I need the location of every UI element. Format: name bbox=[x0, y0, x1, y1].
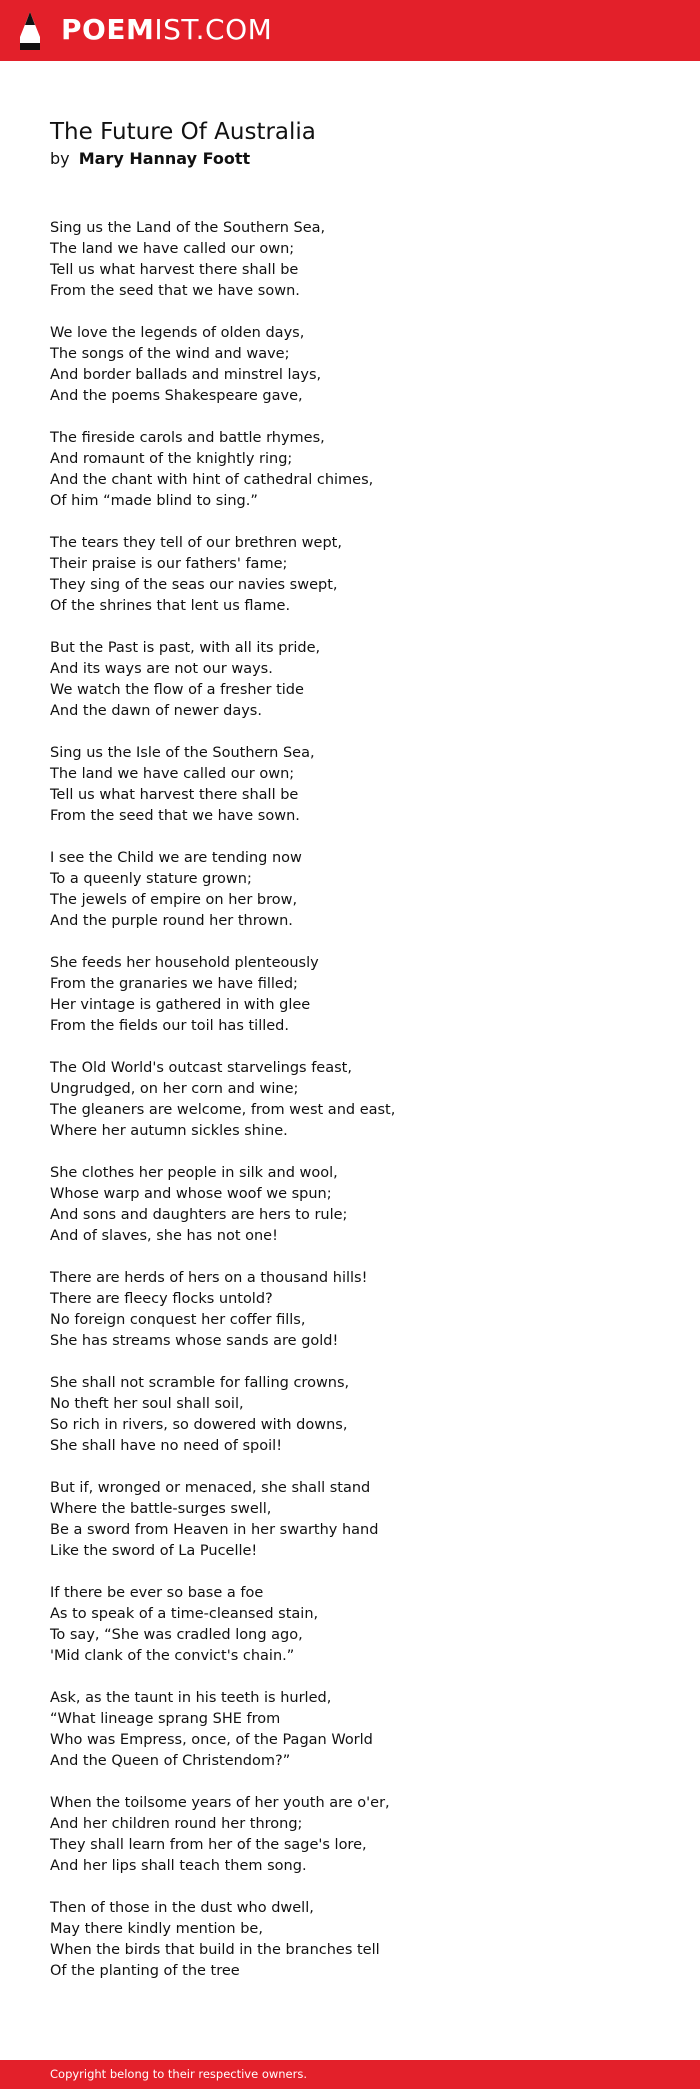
poem-line: The land we have called our own; bbox=[50, 241, 295, 257]
poem-stanza bbox=[50, 638, 610, 722]
poem-line: The fireside carols and battle rhymes, bbox=[50, 430, 325, 446]
poem-line: And her children round her throng; bbox=[50, 1816, 303, 1832]
poem-line: And the Queen of Christendom?” bbox=[50, 1753, 291, 1769]
poem-line: We watch the flow of a fresher tide bbox=[50, 682, 304, 698]
poem-body bbox=[50, 218, 610, 2003]
pen-nib-icon[interactable] bbox=[17, 11, 43, 51]
poem-line: 'Mid clank of the convict's chain.” bbox=[50, 1648, 295, 1664]
poem-line: They shall learn from her of the sage's lore, bbox=[50, 1837, 367, 1853]
poem-line: If there be ever so base a foe bbox=[50, 1585, 264, 1601]
poem-line: They sing of the seas our navies swept, bbox=[50, 577, 338, 593]
poem-line: Of him “made blind to sing.” bbox=[50, 493, 258, 509]
poem-line: Their praise is our fathers' fame; bbox=[50, 556, 288, 572]
poem-line: From the seed that we have sown. bbox=[50, 808, 300, 824]
poem-line: Sing us the Isle of the Southern Sea, bbox=[50, 745, 315, 761]
poem-line: Then of those in the dust who dwell, bbox=[50, 1900, 314, 1916]
poem-line: No theft her soul shall soil, bbox=[50, 1396, 244, 1412]
poem-line: Of the planting of the tree bbox=[50, 1963, 240, 1979]
poem-line: Like the sword of La Pucelle! bbox=[50, 1543, 258, 1559]
poem-line: She clothes her people in silk and wool, bbox=[50, 1165, 338, 1181]
poem-line: So rich in rivers, so dowered with downs, bbox=[50, 1417, 348, 1433]
poem-stanza bbox=[50, 1898, 610, 1982]
poem-line: Of the shrines that lent us flame. bbox=[50, 598, 291, 614]
poem-line: No foreign conquest her coffer fills, bbox=[50, 1312, 306, 1328]
poem-line: She has streams whose sands are gold! bbox=[50, 1333, 339, 1349]
poem-line: The songs of the wind and wave; bbox=[50, 346, 290, 362]
poem-line: And its ways are not our ways. bbox=[50, 661, 273, 677]
poem-line: The jewels of empire on her brow, bbox=[50, 892, 298, 908]
poem-line: The Old World's outcast starvelings feast, bbox=[50, 1060, 352, 1076]
poem-line: When the birds that build in the branches tell bbox=[50, 1942, 380, 1958]
poem-line: The land we have called our own; bbox=[50, 766, 295, 782]
site-footer bbox=[0, 2060, 700, 2089]
poem-stanza bbox=[50, 1058, 610, 1142]
poem-line: And sons and daughters are hers to rule; bbox=[50, 1207, 348, 1223]
poem-byline bbox=[50, 148, 250, 170]
poem-line: And the purple round her thrown. bbox=[50, 913, 293, 929]
site-header bbox=[0, 0, 700, 61]
poem-line: There are fleecy flocks untold? bbox=[50, 1291, 273, 1307]
poem-line: The tears they tell of our brethren wept, bbox=[50, 535, 342, 551]
poem-stanza bbox=[50, 1478, 610, 1562]
poem-line: We love the legends of olden days, bbox=[50, 325, 305, 341]
poem-line: And the chant with hint of cathedral chimes, bbox=[50, 472, 374, 488]
poem-stanza bbox=[50, 1583, 610, 1667]
poem-line: And her lips shall teach them song. bbox=[50, 1858, 307, 1874]
poem-line: Tell us what harvest there shall be bbox=[50, 262, 299, 278]
poem-line: She shall have no need of spoil! bbox=[50, 1438, 283, 1454]
poem-stanza bbox=[50, 323, 610, 407]
poem-line: From the seed that we have sown. bbox=[50, 283, 300, 299]
poem-line: “What lineage sprang SHE from bbox=[50, 1711, 281, 1727]
poem-line: And of slaves, she has not one! bbox=[50, 1228, 278, 1244]
poem-line: And border ballads and minstrel lays, bbox=[50, 367, 322, 383]
poem-stanza bbox=[50, 218, 610, 302]
poem-line: And romaunt of the knightly ring; bbox=[50, 451, 293, 467]
poem-line: When the toilsome years of her youth are o'er, bbox=[50, 1795, 390, 1811]
poem-line: She feeds her household plenteously bbox=[50, 955, 319, 971]
poem-line: To say, “She was cradled long ago, bbox=[50, 1627, 303, 1643]
poem-stanza bbox=[50, 1793, 610, 1877]
poem-line: From the fields our toil has tilled. bbox=[50, 1018, 289, 1034]
poem-line: The gleaners are welcome, from west and east, bbox=[50, 1102, 396, 1118]
poem-line: Tell us what harvest there shall be bbox=[50, 787, 299, 803]
poem-line: Ungrudged, on her corn and wine; bbox=[50, 1081, 299, 1097]
poem-line: Be a sword from Heaven in her swarthy hand bbox=[50, 1522, 379, 1538]
poem-stanza bbox=[50, 1268, 610, 1352]
poem-line: But the Past is past, with all its pride, bbox=[50, 640, 321, 656]
poem-stanza bbox=[50, 743, 610, 827]
poem-stanza bbox=[50, 1163, 610, 1247]
poem-line: Ask, as the taunt in his teeth is hurled, bbox=[50, 1690, 332, 1706]
poem-line: Her vintage is gathered in with glee bbox=[50, 997, 311, 1013]
poem-line: Who was Empress, once, of the Pagan World bbox=[50, 1732, 373, 1748]
poem-line: To a queenly stature grown; bbox=[50, 871, 252, 887]
poem-stanza bbox=[50, 1688, 610, 1772]
poem-stanza bbox=[50, 533, 610, 617]
poem-line: And the poems Shakespeare gave, bbox=[50, 388, 303, 404]
logo-light-text: IST.COM bbox=[154, 13, 273, 46]
poem-line: But if, wronged or menaced, she shall stand bbox=[50, 1480, 371, 1496]
site-logo[interactable] bbox=[61, 11, 272, 49]
by-label: by bbox=[50, 149, 70, 168]
poem-stanza bbox=[50, 953, 610, 1037]
poem-line: Where the battle-surges swell, bbox=[50, 1501, 272, 1517]
poem-stanza bbox=[50, 428, 610, 512]
poem-line: As to speak of a time-cleansed stain, bbox=[50, 1606, 319, 1622]
poem-line: May there kindly mention be, bbox=[50, 1921, 263, 1937]
poem-stanza bbox=[50, 1373, 610, 1457]
poem-line: Sing us the Land of the Southern Sea, bbox=[50, 220, 326, 236]
author-link[interactable]: Mary Hannay Foott bbox=[78, 149, 251, 168]
poem-line: She shall not scramble for falling crowns, bbox=[50, 1375, 350, 1391]
poem-line: There are herds of hers on a thousand hills! bbox=[50, 1270, 368, 1286]
copyright-text: Copyright belong to their respective owners. bbox=[50, 2067, 308, 2081]
poem-line: I see the Child we are tending now bbox=[50, 850, 302, 866]
poem-title: The Future Of Australia bbox=[50, 119, 316, 145]
poem-stanza bbox=[50, 848, 610, 932]
poem-line: Where her autumn sickles shine. bbox=[50, 1123, 288, 1139]
poem-line: And the dawn of newer days. bbox=[50, 703, 262, 719]
poem-line: Whose warp and whose woof we spun; bbox=[50, 1186, 332, 1202]
poem-line: From the granaries we have filled; bbox=[50, 976, 298, 992]
logo-bold-text: POEM bbox=[61, 13, 155, 46]
